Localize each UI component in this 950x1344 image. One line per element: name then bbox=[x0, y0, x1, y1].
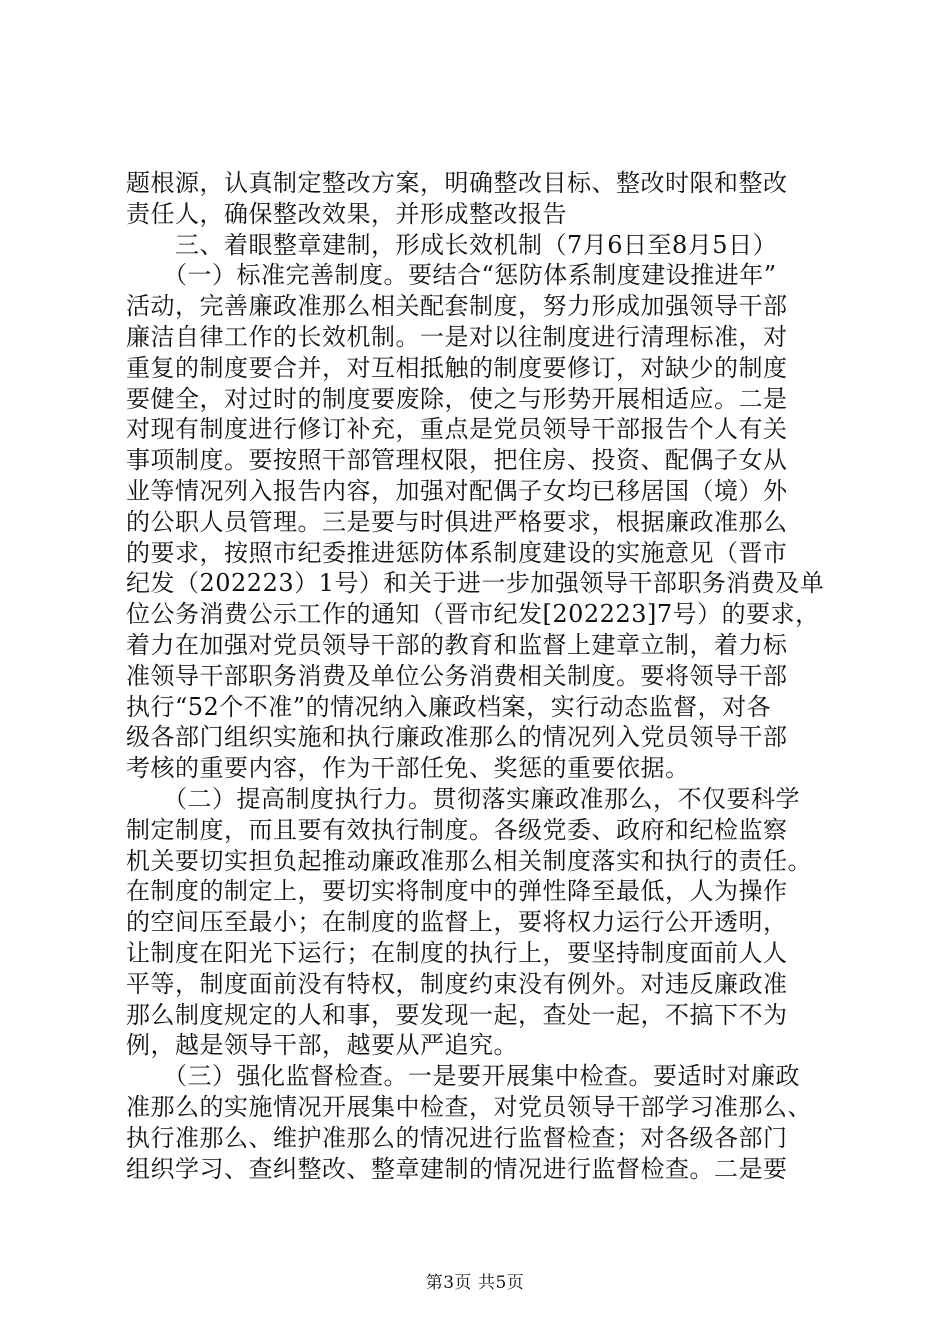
text-line: 那么制度规定的人和事，要发现一起，查处一起，不搞下不为 bbox=[126, 1000, 788, 1029]
text-line: 平等，制度面前没有特权，制度约束没有例外。对违反廉政准 bbox=[126, 969, 788, 998]
text-line: 的公职人员管理。三是要与时俱进严格要求，根据廉政准那么 bbox=[126, 507, 788, 536]
text-line: 着力在加强对党员领导干部的教育和监督上建章立制，着力标 bbox=[126, 630, 788, 659]
text-line: 准那么的实施情况开展集中检查，对党员领导干部学习准那么、 bbox=[126, 1092, 812, 1121]
text-line: 纪发（202223）1号）和关于进一步加强领导干部职务消费及单 bbox=[126, 569, 825, 598]
text-line: 业等情况列入报告内容，加强对配偶子女均已移居国（境）外 bbox=[126, 476, 788, 505]
text-line: 廉洁自律工作的长效机制。一是对以往制度进行清理标准，对 bbox=[126, 322, 788, 351]
text-line: 准领导干部职务消费及单位公务消费相关制度。要将领导干部 bbox=[126, 661, 788, 690]
document-body bbox=[126, 168, 830, 1184]
text-line: 责任人，确保整改效果，并形成整改报告 bbox=[126, 199, 567, 228]
text-line: 在制度的制定上，要切实将制度中的弹性降至最低，人为操作 bbox=[126, 877, 788, 906]
text-line: （一）标准完善制度。要结合“惩防体系制度建设推进年” bbox=[126, 261, 777, 290]
text-line: 位公务消费公示工作的通知（晋市纪发[202223]7号）的要求， bbox=[126, 600, 820, 629]
text-line: 执行“52个不准”的情况纳入廉政档案，实行动态监督，对各 bbox=[126, 692, 772, 721]
text-line: 让制度在阳光下运行；在制度的执行上，要坚持制度面前人人 bbox=[126, 938, 788, 967]
section-heading: 三、着眼整章建制，形成长效机制（7月6日至8月5日） bbox=[126, 230, 778, 259]
text-line: 活动，完善廉政准那么相关配套制度，努力形成加强领导干部 bbox=[126, 292, 788, 321]
text-line: 例，越是领导干部，越要从严追究。 bbox=[126, 1031, 518, 1060]
text-line: 机关要切实担负起推动廉政准那么相关制度落实和执行的责任。 bbox=[126, 846, 812, 875]
text-line: 的空间压至最小；在制度的监督上，要将权力运行公开透明， bbox=[126, 908, 788, 937]
text-line: （二）提高制度执行力。贯彻落实廉政准那么，不仅要科学 bbox=[126, 784, 800, 813]
text-line: 组织学习、查纠整改、整章建制的情况进行监督检查。二是要 bbox=[126, 1154, 788, 1183]
text-line: （三）强化监督检查。一是要开展集中检查。要适时对廉政 bbox=[126, 1062, 800, 1091]
text-line: 级各部门组织实施和执行廉政准那么的情况列入党员领导干部 bbox=[126, 723, 788, 752]
text-line: 事项制度。要按照干部管理权限，把住房、投资、配偶子女从 bbox=[126, 446, 788, 475]
text-line: 对现有制度进行修订补充，重点是党员领导干部报告个人有关 bbox=[126, 415, 788, 444]
text-line: 的要求，按照市纪委推进惩防体系制度建设的实施意见（晋市 bbox=[126, 538, 788, 567]
text-line: 要健全，对过时的制度要废除，使之与形势开展相适应。二是 bbox=[126, 384, 788, 413]
text-line: 执行准那么、维护准那么的情况进行监督检查；对各级各部门 bbox=[126, 1123, 788, 1152]
text-line: 重复的制度要合并，对互相抵触的制度要修订，对缺少的制度 bbox=[126, 353, 788, 382]
page-number-footer: 第3页 共5页 bbox=[425, 1273, 525, 1293]
text-line: 题根源，认真制定整改方案，明确整改目标、整改时限和整改 bbox=[126, 169, 788, 197]
text-line: 制定制度，而且要有效执行制度。各级党委、政府和纪检监察 bbox=[126, 815, 788, 844]
text-line: 考核的重要内容，作为干部任免、奖惩的重要依据。 bbox=[126, 754, 690, 783]
